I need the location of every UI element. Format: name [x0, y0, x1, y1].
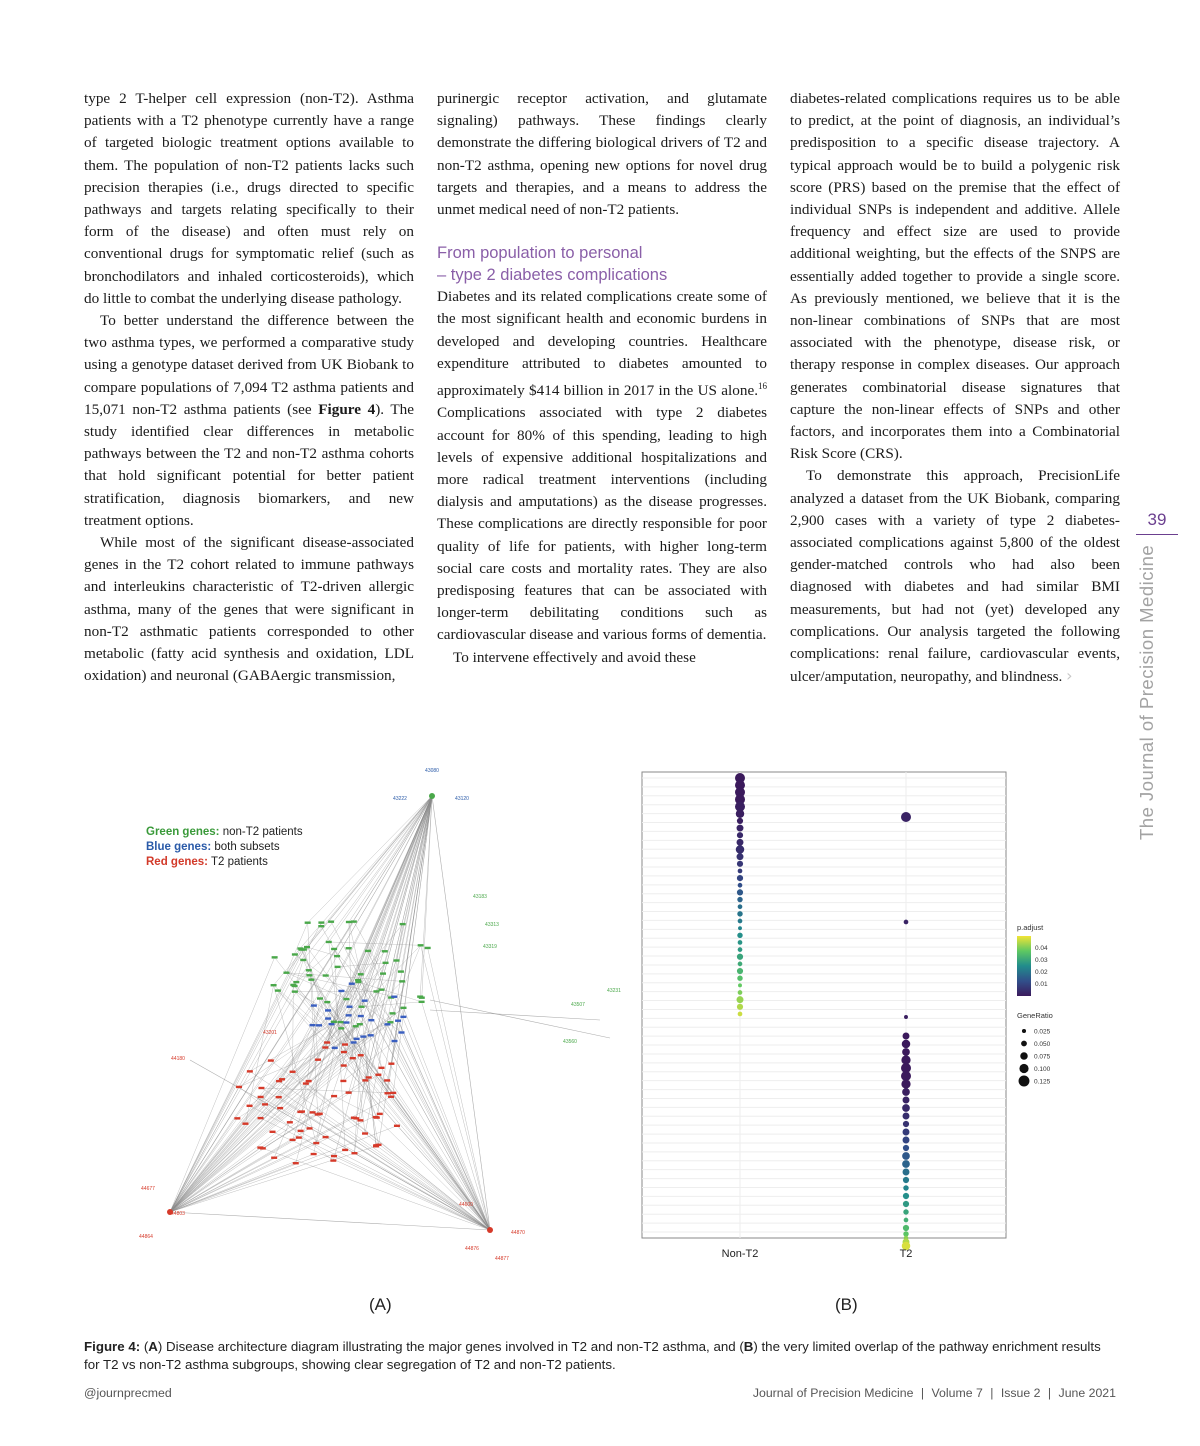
gene-node: [334, 955, 340, 957]
gene-node: [324, 1041, 330, 1043]
gene-node: [258, 1087, 264, 1089]
data-point: [903, 1033, 910, 1040]
gene-node: [342, 1149, 348, 1151]
gene-node: [292, 990, 298, 992]
gene-node: [390, 1092, 396, 1094]
hub-label: 43120: [455, 796, 469, 802]
network-edge: [394, 997, 490, 1230]
gene-node: [275, 989, 281, 991]
gene-node: [383, 962, 389, 964]
gene-node: [324, 1001, 330, 1003]
gene-node: [276, 1096, 282, 1098]
size-legend-tick: 0.075: [1034, 1053, 1051, 1061]
hub-label: 43183: [473, 894, 487, 900]
gene-node: [335, 966, 341, 968]
network-edge: [263, 1075, 379, 1149]
color-legend-tick: 0.01: [1035, 981, 1048, 988]
gene-node: [338, 1021, 344, 1023]
gene-node: [318, 921, 324, 923]
legend-entry: Blue genes: both subsets: [146, 841, 280, 853]
network-edge: [344, 796, 432, 1052]
section-heading: From population to personal – type 2 diabetes complications: [437, 244, 668, 285]
data-point: [902, 1040, 910, 1048]
plot-legend: [1017, 923, 1053, 1086]
network-edge: [170, 1055, 361, 1212]
network-edge: [170, 1025, 319, 1212]
gene-node: [325, 1009, 331, 1011]
gene-node: [349, 983, 355, 985]
data-point: [903, 1129, 910, 1136]
gene-node: [290, 1071, 296, 1073]
gene-node: [297, 947, 303, 949]
gene-node: [331, 1095, 337, 1097]
gene-node: [387, 1021, 393, 1023]
gene-node: [313, 1142, 319, 1144]
gene-node: [358, 973, 364, 975]
data-point: [738, 1012, 743, 1017]
network-edge: [333, 796, 432, 1161]
size-legend-tick: 0.100: [1034, 1066, 1051, 1073]
gene-node: [395, 1020, 401, 1022]
size-legend-tick: 0.025: [1034, 1028, 1051, 1036]
gene-node: [305, 921, 311, 923]
data-point: [737, 832, 743, 838]
network-edge: [378, 1075, 490, 1230]
gene-node: [340, 1080, 346, 1082]
data-point: [901, 1079, 910, 1088]
data-point: [738, 919, 743, 924]
network-edge: [245, 984, 351, 1124]
gene-node: [331, 948, 337, 950]
x-tick-label: T2: [899, 1248, 913, 1260]
hub-label: 44876: [465, 1246, 479, 1252]
gene-node: [368, 1034, 374, 1036]
paragraph: Diabetes and its related complications create some of the most significant health and economic burdens in developed and developing countries. Healthcare expenditure attributed to diabetes amounted to approximately $414 billion in 2017 in the US alone.$^{16}$ Complications associated with type 2 diabetes account for 80% of this spending, leading to high levels of expensive additional hospitalizations and more radical treatment interventions (including dialysis and amputations) as the disease progresses. These complications are directly responsible for poor quality of life for patients, with higher long-term social care costs and mortality rates. They are also predisposing features that can be associated with longer-term debilitating conditions such as cardiovascular disease and various forms of dementia.: [437, 288, 767, 644]
gene-node: [346, 1091, 352, 1093]
network-edge: [170, 1126, 397, 1212]
data-point: [737, 875, 743, 881]
gene-node: [362, 1079, 368, 1081]
size-legend-title: GeneRatio: [1017, 1011, 1053, 1020]
color-legend-tick: 0.02: [1035, 969, 1048, 976]
gene-node: [247, 1070, 253, 1072]
data-point: [903, 1209, 908, 1214]
color-legend-tick: 0.03: [1035, 957, 1048, 964]
page-number-rule: [1136, 534, 1178, 535]
paragraph: To intervene effectively and avoid these: [453, 648, 696, 666]
page-number: 39: [1147, 510, 1167, 529]
network-edge: [387, 1080, 490, 1230]
gene-node: [330, 1159, 336, 1161]
hub-label: 44180: [171, 1056, 185, 1062]
data-point: [903, 1193, 909, 1199]
gene-node: [300, 959, 306, 961]
paragraph: type 2 T-helper cell expression (non-T2). Asthma patients with a T2 phenotype currently have a range of targeted biologic treatment options available to them. The population of non-T2 patients lacks such precision therapies (i.e., drugs directed to specific pathways and targets relating specifically to their form of the disease) and often must rely on conventional drugs for symptomatic relief (such as bronchodilators and inhaled corticosteroids), which do little to combat the underlying disease pathology.: [84, 90, 414, 307]
gene-node: [425, 947, 431, 949]
gene-node: [343, 1021, 349, 1023]
data-point: [738, 983, 742, 987]
pathway-enrichment-dotplot: [610, 760, 1110, 1270]
gene-node: [400, 1007, 406, 1009]
data-point: [737, 897, 742, 902]
network-edge: [263, 1148, 490, 1230]
gene-node: [310, 1111, 316, 1113]
data-point: [903, 1185, 908, 1190]
gene-node: [290, 1139, 296, 1141]
gene-node: [283, 972, 289, 974]
gene-node: [342, 1043, 348, 1045]
data-point: [903, 1201, 909, 1207]
color-scale-bar: [1017, 936, 1031, 996]
hub-node: [429, 793, 435, 799]
gene-node: [297, 1111, 303, 1113]
gene-node: [277, 1107, 283, 1109]
gene-node: [315, 1113, 321, 1115]
data-point: [738, 926, 742, 930]
network-edge: [170, 1060, 318, 1212]
paragraph: To better understand the difference between the two asthma types, we performed a comparative study using a genotype dataset derived from UK Biobank to compare populations of 7,094 T2 asthma patients and 15,071 non-T2 asthma patients (see Figure 4). The study identified clear differences in metabolic pathways between the T2 and non-T2 asthma cohorts that hold significant potential for better patient stratification, diagnosis biomarkers, and new treatment options.: [84, 312, 414, 529]
gene-node: [388, 1096, 394, 1098]
network-edge: [316, 796, 432, 1143]
figure-caption: Figure 4: (A) Disease architecture diagram illustrating the major genes involved in T2 and non-T2 asthma, and (B) the very limited overlap of the pathway enrichment results for T2 vs non-T2 asthma subgroups, showing clear segregation of T2 and non-T2 patients.: [84, 1339, 1101, 1372]
data-point: [903, 1113, 910, 1120]
data-point: [737, 911, 742, 916]
network-edge: [376, 1145, 490, 1230]
size-legend-tick: 0.050: [1034, 1041, 1051, 1048]
network-edge: [237, 1035, 370, 1118]
data-point: [738, 904, 743, 909]
gene-node: [247, 1105, 253, 1107]
size-legend-dot: [1022, 1029, 1026, 1033]
data-point: [737, 839, 744, 846]
gene-node: [347, 1006, 353, 1008]
text-column-2: [437, 88, 767, 669]
hub-label: 43560: [563, 1039, 577, 1045]
hub-label: 44864: [139, 1234, 153, 1240]
gene-node: [293, 1162, 299, 1164]
data-point: [737, 853, 744, 860]
data-point: [738, 869, 743, 874]
gene-node: [399, 980, 405, 982]
gene-node: [360, 1035, 366, 1037]
network-edge: [170, 1212, 490, 1230]
journal-title-vertical: The Journal of Precision Medicine: [1136, 544, 1157, 840]
gene-node: [392, 1040, 398, 1042]
gene-node: [368, 1019, 374, 1021]
data-point: [904, 920, 909, 925]
page-sidebar: [1136, 510, 1184, 535]
network-edge: [170, 1118, 354, 1212]
size-legend-dot: [1021, 1041, 1027, 1047]
network-legend: [146, 826, 303, 868]
data-point: [903, 1097, 910, 1104]
hub-label: 44600: [459, 1202, 473, 1208]
gene-node: [341, 1064, 347, 1066]
data-point: [902, 1088, 910, 1096]
paragraph: To demonstrate this approach, PrecisionLife analyzed a dataset from the UK Biobank, comparing 2,900 cases with a variety of type 2 diabetes-associated complications against 5,800 of the oldest gender-matched controls who had also been diagnosed with diabetes and had similar BMI measurements, but had not (yet) developed any complications. Our analysis targeted the following complications: renal failure, cardiovascular events, ulcer/amputation, neuropathy, and blindness. ›: [790, 467, 1120, 686]
data-point: [903, 1169, 910, 1176]
gene-node: [354, 1038, 360, 1040]
hub-label: 44877: [495, 1256, 509, 1262]
data-point: [902, 1160, 910, 1168]
gene-node: [236, 1086, 242, 1088]
gene-node: [303, 1082, 309, 1084]
data-point: [738, 940, 743, 945]
gene-node: [388, 1063, 394, 1065]
gene-node: [292, 953, 298, 955]
gene-node: [270, 1131, 276, 1133]
data-point: [737, 975, 742, 980]
gene-node: [315, 1058, 321, 1060]
gene-node: [358, 1015, 364, 1017]
gene-node: [358, 1054, 364, 1056]
data-point: [736, 845, 744, 853]
gene-node: [419, 1001, 425, 1003]
legend-entry: Green genes: non-T2 patients: [146, 826, 303, 838]
network-edge: [170, 1108, 280, 1212]
network-edge: [170, 1035, 371, 1212]
gene-node: [418, 944, 424, 946]
color-legend-title: p.adjust: [1017, 923, 1044, 932]
gene-node: [398, 970, 404, 972]
data-point: [903, 1225, 909, 1231]
gene-node: [366, 1076, 372, 1078]
legend-entry: Red genes: T2 patients: [146, 856, 268, 868]
gene-node: [400, 923, 406, 925]
gene-node: [328, 920, 334, 922]
gene-node: [384, 1023, 390, 1025]
gene-node: [306, 1080, 312, 1082]
gene-node: [359, 1006, 365, 1008]
data-point: [737, 1004, 743, 1010]
data-point: [902, 1104, 910, 1112]
data-point: [737, 818, 743, 824]
network-edge: [170, 1122, 290, 1212]
gene-node: [390, 1012, 396, 1014]
data-point: [904, 1218, 909, 1223]
gene-node: [351, 1117, 357, 1119]
gene-node: [304, 946, 310, 948]
hub-label: 44677: [141, 1186, 155, 1192]
network-edge: [361, 1016, 490, 1230]
gene-node: [311, 1153, 317, 1155]
gene-node: [377, 1113, 383, 1115]
gene-node: [331, 1155, 337, 1157]
panel-label-a: (A): [369, 1295, 392, 1314]
data-point: [737, 889, 743, 895]
data-point: [738, 883, 743, 888]
gene-node: [287, 1121, 293, 1123]
gene-node: [375, 1074, 381, 1076]
data-point: [737, 996, 744, 1003]
data-point: [903, 1177, 909, 1183]
gene-node: [384, 1079, 390, 1081]
color-legend-tick: 0.04: [1035, 945, 1048, 952]
data-point: [902, 1152, 910, 1160]
data-point: [902, 1048, 910, 1056]
data-point: [901, 812, 911, 822]
gene-node: [306, 974, 312, 976]
gene-node: [373, 1144, 379, 1146]
gene-node: [308, 978, 314, 980]
gene-node: [346, 947, 352, 949]
hub-label: 44803: [171, 1211, 185, 1217]
gene-node: [351, 1041, 357, 1043]
gene-node: [399, 1031, 405, 1033]
gene-node: [400, 1016, 406, 1018]
gene-node: [331, 1021, 337, 1023]
footer-handle: @journprecmed: [84, 1386, 172, 1400]
gene-node: [272, 956, 278, 958]
gene-node: [351, 1152, 357, 1154]
gene-node: [262, 1103, 268, 1105]
footer-journal-info: Journal of Precision Medicine | Volume 7 | Issue 2 | June 2021: [752, 1386, 1116, 1400]
gene-node: [325, 1017, 331, 1019]
figure-reference: Figure 4: [318, 400, 376, 418]
network-edge: [170, 1104, 265, 1212]
gene-node: [323, 974, 329, 976]
gene-node: [292, 985, 298, 987]
gene-node: [338, 1027, 344, 1029]
data-point: [737, 825, 744, 832]
gene-node: [268, 1059, 274, 1061]
data-point: [904, 1015, 908, 1019]
network-edge: [430, 1010, 600, 1020]
network-edge: [261, 1118, 490, 1230]
gene-node: [307, 1127, 313, 1129]
paragraph: diabetes-related complications requires us to be able to predict, at the point of diagnosis, an individual’s predisposition to a specific disease trajectory. A typical approach would be to build a polygenic risk score (PRS) based on the premise that the effect of individual SNPs is independent and additive. Allele frequency and effect size are used to provide additional weighting, but the effects of the SNPS are essentially added together to provide a single score. As previously mentioned, we believe that it is the non-linear combinations of SNPs that are most associated with the phenotype, disease risk, or therapy response in complex diseases. Our approach generates combinatorial disease signatures that capture the non-linear effects of SNPs and other factors, and incorporates them into a Combinatorial Risk Score (CRS).: [790, 90, 1120, 463]
gene-node: [258, 1117, 264, 1119]
gene-node: [373, 1116, 379, 1118]
hub-label: 43231: [607, 988, 621, 994]
gene-node: [318, 925, 324, 927]
panel-label-b: (B): [835, 1295, 858, 1314]
hub-label: 43222: [393, 796, 407, 802]
gene-node: [296, 1136, 302, 1138]
plot-frame: [642, 772, 1006, 1238]
data-point: [737, 968, 743, 974]
gene-node: [355, 979, 361, 981]
text-column-3: [790, 88, 1120, 688]
data-point: [737, 954, 743, 960]
size-legend-dot: [1020, 1052, 1028, 1060]
gene-node: [309, 1024, 315, 1026]
gene-node: [234, 1117, 240, 1119]
gene-node: [394, 959, 400, 961]
size-legend-dot: [1019, 1076, 1030, 1087]
gene-node: [271, 1157, 277, 1159]
gene-node: [362, 1132, 368, 1134]
continue-chevron-icon: ›: [1066, 666, 1073, 686]
network-edge: [422, 1002, 490, 1230]
gene-node: [332, 1047, 338, 1049]
data-point: [736, 810, 744, 818]
network-edge: [300, 1112, 490, 1230]
gene-node: [346, 1014, 352, 1016]
data-point: [738, 962, 743, 967]
data-point: [737, 861, 743, 867]
gene-node: [379, 1067, 385, 1069]
hub-label: 43080: [425, 768, 439, 774]
gene-node: [306, 969, 312, 971]
gene-node: [357, 1023, 363, 1025]
data-point: [903, 1121, 909, 1127]
paragraph: While most of the significant disease-associated genes in the T2 cohort related to immune pathways and interleukins characteristic of T2-driven allergic asthma, many of the genes that were significant in non-T2 asthmatic patients corresponded to other metabolic (fatty acid synthesis and oxidation, LDL oxidation) and neuronal (GABAergic transmission,: [84, 534, 414, 685]
gene-node: [365, 950, 371, 952]
data-point: [903, 1137, 910, 1144]
gene-node: [394, 1125, 400, 1127]
hub-label: 43313: [485, 922, 499, 928]
gene-node: [298, 1130, 304, 1132]
hub-label: 43507: [571, 1002, 585, 1008]
gene-node: [279, 1078, 285, 1080]
gene-node: [380, 972, 386, 974]
data-point: [903, 1145, 909, 1151]
gene-node: [338, 990, 344, 992]
gene-node: [346, 921, 352, 923]
data-point: [738, 947, 743, 952]
gene-node: [343, 998, 349, 1000]
gene-node: [317, 997, 323, 999]
gene-node: [328, 1023, 334, 1025]
gene-node: [391, 996, 397, 998]
x-tick-labels: [722, 1248, 913, 1260]
network-edge: [170, 1154, 314, 1212]
hub-label: 43201: [263, 1030, 277, 1036]
gene-node: [362, 999, 368, 1001]
gene-node: [382, 950, 388, 952]
network-edge: [387, 1024, 490, 1230]
x-tick-label: Non-T2: [721, 1248, 759, 1260]
data-point: [738, 990, 743, 995]
hub-label: 43319: [483, 944, 497, 950]
data-point: [737, 933, 742, 938]
gene-node: [293, 981, 299, 983]
gene-node: [326, 941, 332, 943]
gene-node: [271, 984, 277, 986]
network-edge: [302, 950, 328, 1011]
gene-node: [311, 1004, 317, 1006]
gene-node: [357, 1119, 363, 1121]
disease-architecture-network: [130, 760, 621, 1270]
gene-node: [384, 1092, 390, 1094]
paragraph: purinergic receptor activation, and glutamate signaling) pathways. These findings clearly demonstrate the differing biological drivers of T2 and non-T2 asthma, opening new options for novel drug targets and therapies, and a means to address the unmet medical need of non-T2 patients.: [437, 90, 767, 219]
gene-node: [258, 1096, 264, 1098]
gene-node: [260, 1147, 266, 1149]
gene-node: [322, 1046, 328, 1048]
gene-node: [373, 990, 379, 992]
text-column-1: [84, 88, 414, 687]
gene-node: [316, 1024, 322, 1026]
hub-label: 44870: [511, 1230, 525, 1236]
gene-node: [341, 1051, 347, 1053]
hub-node: [487, 1227, 493, 1233]
size-legend-tick: 0.125: [1034, 1078, 1051, 1086]
gene-node: [419, 997, 425, 999]
size-legend-dot: [1019, 1064, 1028, 1073]
gene-node: [350, 1057, 356, 1059]
gene-node: [242, 1123, 248, 1125]
gene-node: [323, 1136, 329, 1138]
